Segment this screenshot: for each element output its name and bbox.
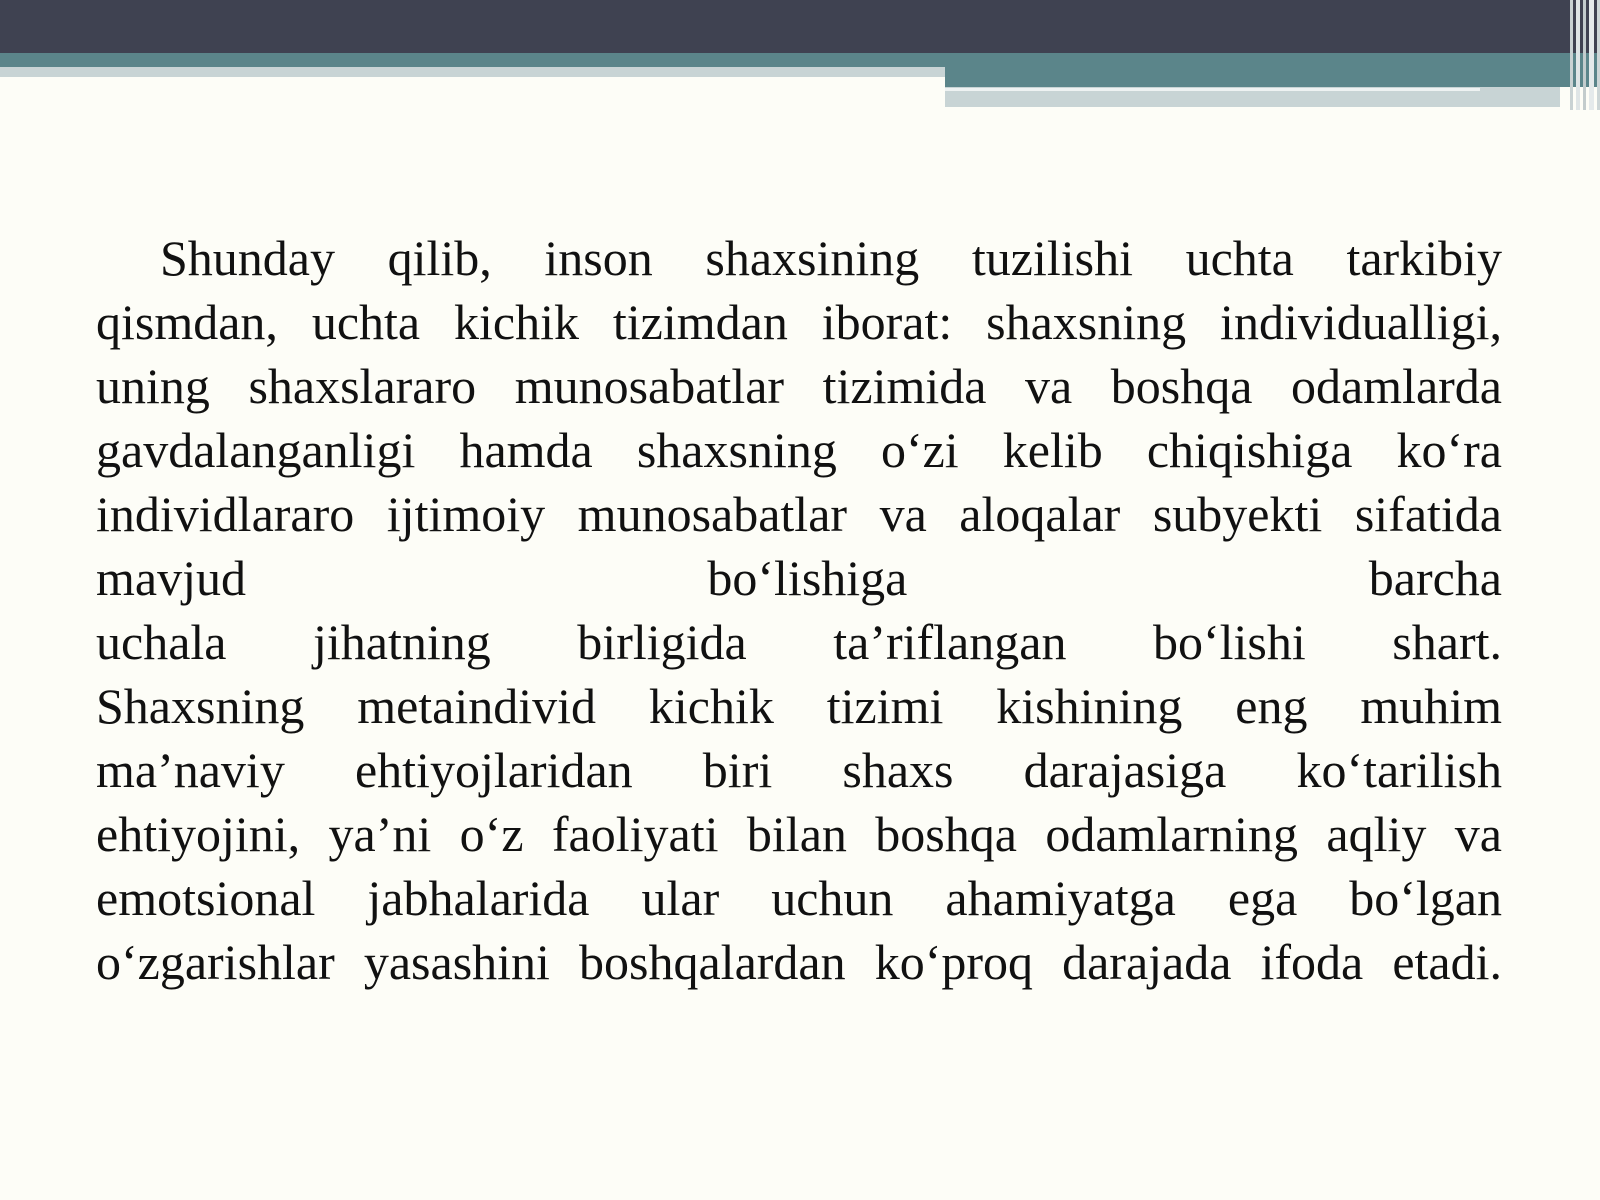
header-bar-dark <box>0 0 1600 53</box>
header-bar-teal-right <box>945 67 1600 87</box>
paragraph-line: uchala jihatning birligida ta’riflangan bo‘lishi shart. <box>96 614 1502 670</box>
decorative-stripe <box>1589 0 1594 110</box>
paragraph-line: ma’naviy ehtiyojlaridan biri shaxs darajasiga ko‘tarilish <box>96 742 1502 798</box>
paragraph-line: ehtiyojini, ya’ni o‘z faoliyati bilan boshqa odamlarning aqliy va <box>96 806 1502 862</box>
paragraph-line: mavjud bo‘lishiga barcha <box>96 550 1502 606</box>
paragraph-line: individlararo ijtimoiy munosabatlar va aloqalar subyekti sifatida <box>96 486 1502 542</box>
paragraph-line: qismdan, uchta kichik tizimdan iborat: shaxsning individualligi, <box>96 294 1502 350</box>
decorative-stripe <box>1583 0 1586 110</box>
paragraph-line: gavdalanganligi hamda shaxsning o‘zi kelib chiqishiga ko‘ra <box>96 422 1502 478</box>
paragraph-line: emotsional jabhalarida ular uchun ahamiyatga ega bo‘lgan <box>96 870 1502 926</box>
paragraph-line: o‘zgarishlar yasashini boshqalardan ko‘proq darajada ifoda etadi. <box>96 934 1502 990</box>
body-paragraph <box>96 226 1502 994</box>
paragraph-line: Shunday qilib, inson shaxsining tuzilishi uchta tarkibiy <box>160 230 1502 286</box>
header-bar-light-left <box>0 67 945 77</box>
header-highlight-line <box>945 88 1480 91</box>
decorative-stripes <box>1556 0 1600 110</box>
header-bar-teal <box>0 53 1600 67</box>
paragraph-line: Shaxsning metaindivid kichik tizimi kishining eng muhim <box>96 678 1502 734</box>
decorative-stripe <box>1576 0 1580 110</box>
decorative-stripe <box>1570 0 1573 110</box>
paragraph-line: uning shaxslararo munosabatlar tizimida va boshqa odamlarda <box>96 358 1502 414</box>
